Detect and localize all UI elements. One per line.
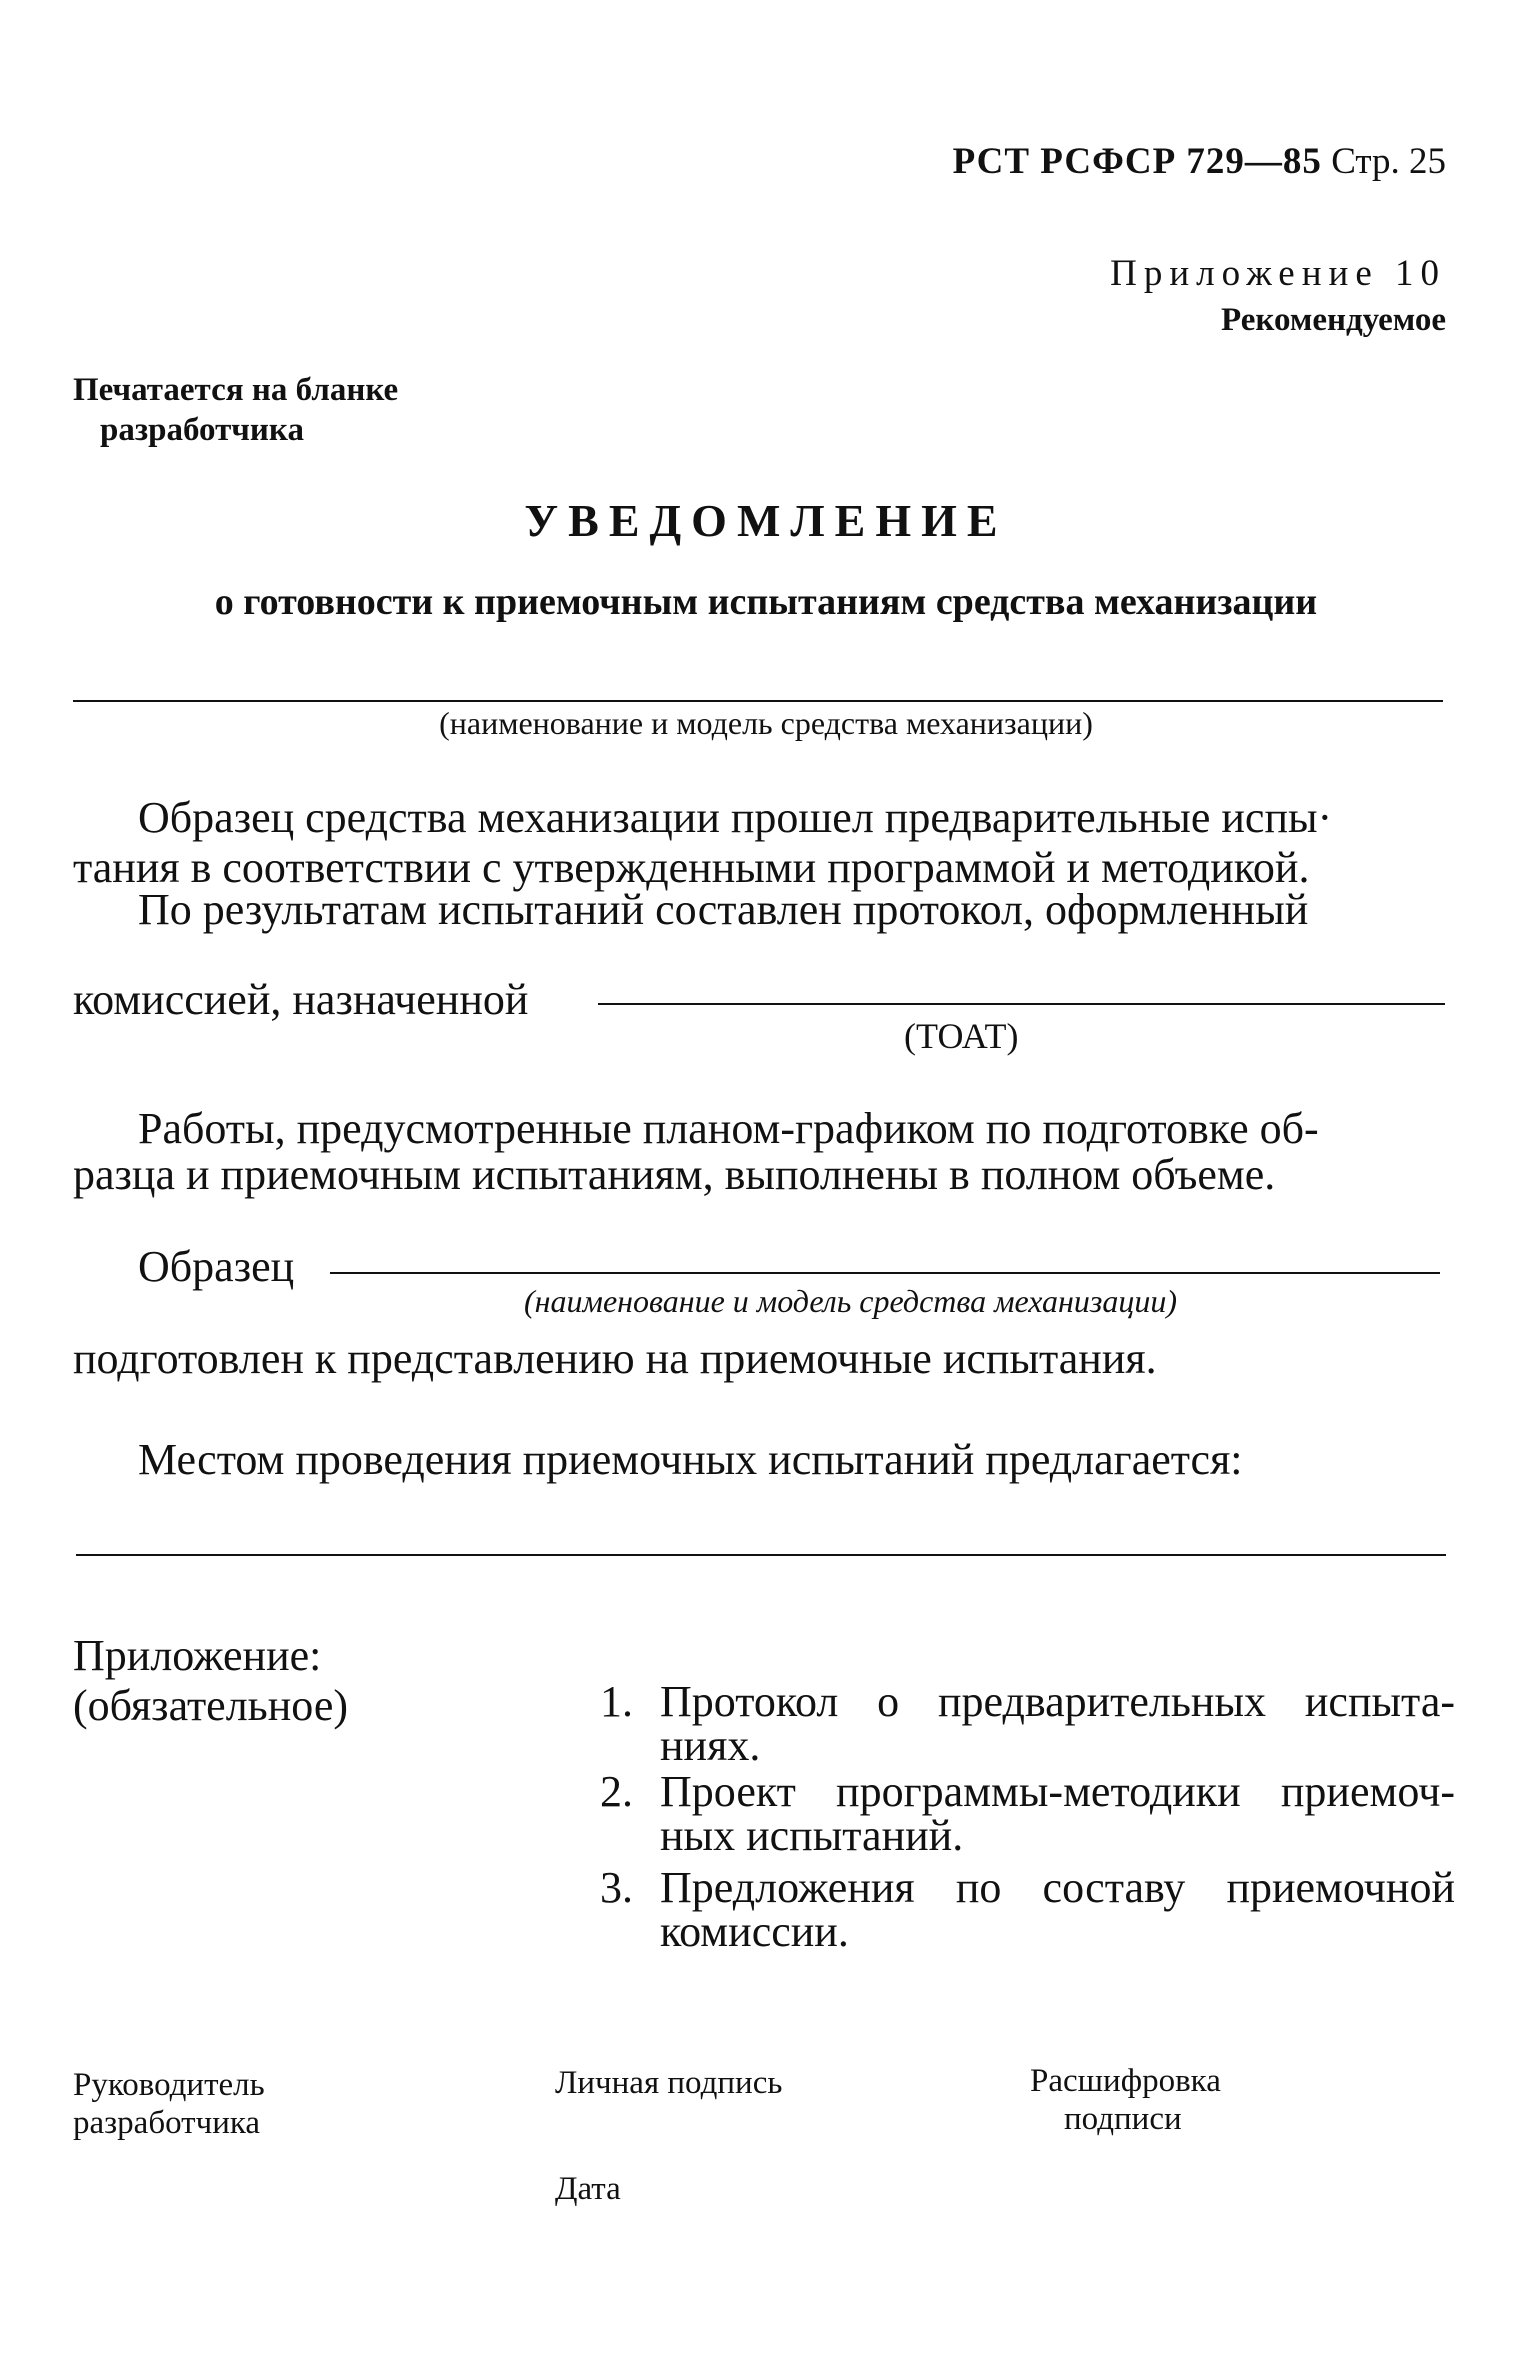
page-header xyxy=(953,140,1446,183)
personal-signature-label: Личная подпись xyxy=(555,2065,783,2101)
attachments-label: Приложение: xyxy=(73,1631,322,1680)
signature-role-line-2: разработчика xyxy=(73,2105,261,2141)
paragraph-4-line-2: подготовлен к представлению на приемочные испытания. xyxy=(73,1334,1157,1383)
paragraph-5: Местом проведения приемочных испытаний предлагается: xyxy=(138,1435,1243,1484)
paragraph-4-label: Образец xyxy=(138,1242,295,1291)
signature-decode-line-1: Расшифровка xyxy=(1030,2063,1221,2099)
paragraph-2-line-1: По результатам испытаний составлен протокол, оформленный xyxy=(138,885,1309,934)
attachments-note: (обязательное) xyxy=(73,1681,348,1730)
blank-line-commission xyxy=(598,1003,1445,1005)
paragraph-3-line-1: Работы, предусмотренные планом-графиком по подготовке об- xyxy=(138,1104,1319,1153)
appendix-type: Рекомендуемое xyxy=(1221,302,1446,338)
attachment-text: Проект программы-методики приемоч-ных испытаний. xyxy=(660,1767,1455,1860)
blank-line-location xyxy=(76,1554,1446,1556)
standard-code: РСТ РСФСР 729—85 xyxy=(952,141,1322,182)
paragraph-3-line-2: разца и приемочным испытаниям, выполнены в полном объеме. xyxy=(73,1150,1276,1199)
attachment-number: 3. xyxy=(600,1863,633,1912)
field-caption-sample: (наименование и модель средства механизации) xyxy=(524,1283,1178,1319)
attachment-number: 1. xyxy=(600,1677,633,1726)
attachment-text: Предложения по составу приемочной комиссии. xyxy=(660,1863,1455,1956)
signature-decode-line-2: подписи xyxy=(1064,2101,1182,2137)
print-note-line-1: Печатается на бланке xyxy=(73,372,399,408)
blank-line-sample xyxy=(330,1272,1440,1274)
signature-role-line-1: Руководитель xyxy=(73,2067,265,2103)
document-subtitle: о готовности к приемочным испытаниям средства механизации xyxy=(214,581,1318,623)
page-number: Стр. 25 xyxy=(1331,141,1446,182)
field-caption-toat: (ТОАТ) xyxy=(904,1016,1019,1056)
attachment-text: Протокол о предварительных испыта-ниях. xyxy=(660,1677,1455,1770)
paragraph-1-line-1: Образец средства механизации прошел предварительные испы· xyxy=(138,793,1333,842)
attachment-number: 2. xyxy=(600,1767,633,1816)
document-title: УВЕДОМЛЕНИЕ xyxy=(524,495,1008,546)
print-note-line-2: разработчика xyxy=(100,412,304,448)
paragraph-1-line-2: тания в соответствии с утвержденными программой и методикой. xyxy=(73,843,1310,892)
paragraph-2-line-2: комиссией, назначенной xyxy=(73,975,529,1024)
blank-line-model xyxy=(73,700,1443,702)
appendix-title: Приложение 10 xyxy=(1110,253,1446,294)
date-label: Дата xyxy=(555,2171,621,2207)
field-caption-model: (наименование и модель средства механизации) xyxy=(439,705,1093,741)
